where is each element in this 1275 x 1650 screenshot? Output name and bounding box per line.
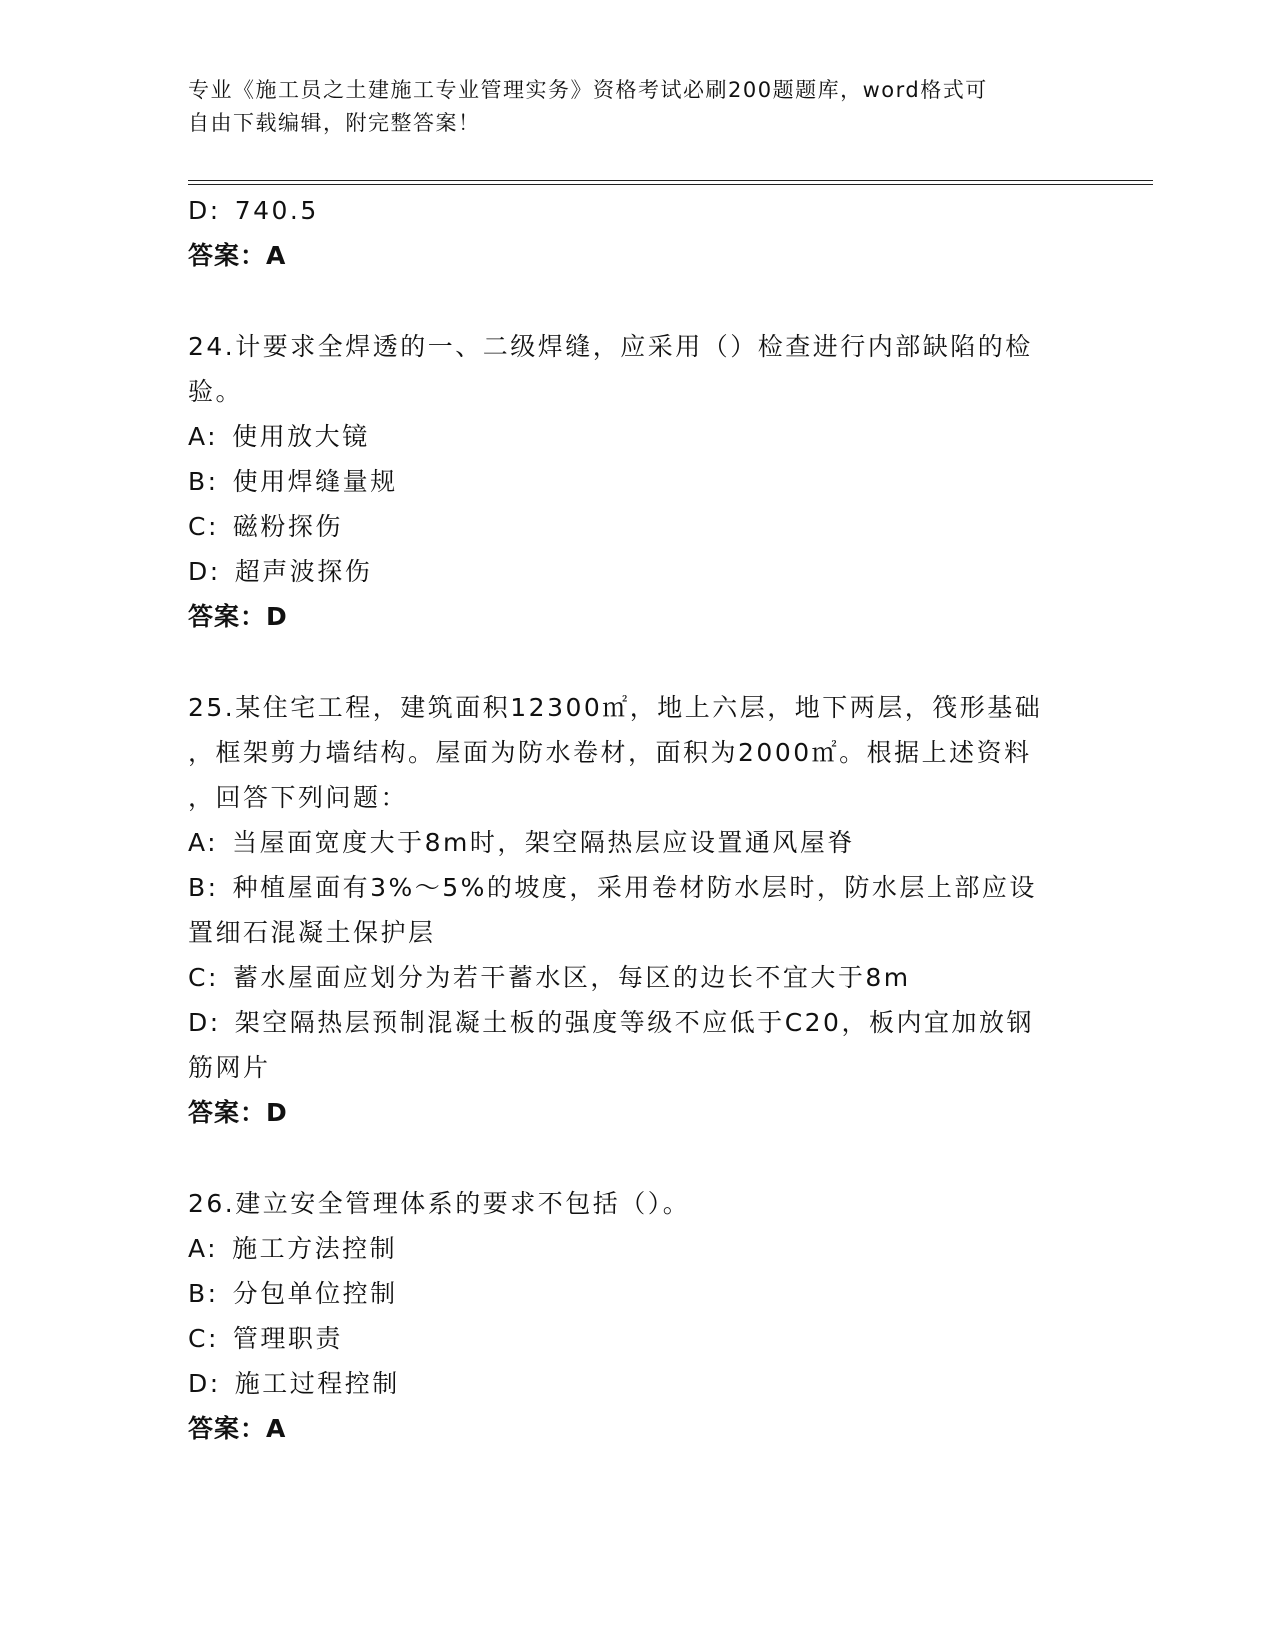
- option-label: C:: [188, 512, 219, 541]
- option-a: [188, 1226, 1088, 1271]
- question-stem-line: ，回答下列问题：: [188, 783, 409, 812]
- document-content: [188, 188, 1088, 1451]
- option-text: 使用放大镜: [232, 422, 370, 451]
- question-24: [188, 324, 1088, 639]
- option-d: [188, 549, 1088, 594]
- option-text: 施工方法控制: [232, 1234, 398, 1263]
- option-label: B:: [188, 873, 219, 902]
- option-text: 当屋面宽度大于8m时，架空隔热层应设置通风屋脊: [232, 828, 855, 857]
- option-d-continued: 筋网片: [188, 1053, 271, 1082]
- option-label: D:: [188, 1008, 221, 1037]
- option-a: [188, 414, 1088, 459]
- option-d: [188, 1000, 1088, 1045]
- option-label: D:: [188, 1369, 221, 1398]
- question-stem-line: 验。: [188, 377, 244, 406]
- header-rule-top: [188, 180, 1153, 181]
- option-text: 740.5: [234, 196, 319, 225]
- option-b: [188, 459, 1088, 504]
- question-26: [188, 1181, 1088, 1451]
- answer-line: 答案：D: [188, 1098, 288, 1127]
- option-label: C:: [188, 963, 219, 992]
- header-line-1: 专业《施工员之土建施工专业管理实务》资格考试必刷200题题库，word格式可: [188, 78, 988, 102]
- answer-line: 答案：A: [188, 241, 287, 270]
- option-b: [188, 1271, 1088, 1316]
- option-label: D:: [188, 557, 221, 586]
- option-d: [188, 188, 1088, 233]
- option-c: [188, 1316, 1088, 1361]
- header-line-2: 自由下载编辑，附完整答案！: [188, 111, 481, 135]
- option-text: 超声波探伤: [234, 557, 373, 586]
- option-label: B:: [188, 1279, 219, 1308]
- option-label: A:: [188, 422, 219, 451]
- answer-line: 答案：D: [188, 602, 288, 631]
- answer-line: 答案：A: [188, 1414, 287, 1443]
- option-c: [188, 504, 1088, 549]
- option-text: 蓄水屋面应划分为若干蓄水区，每区的边长不宜大于8m: [232, 963, 911, 992]
- option-text: 管理职责: [232, 1324, 343, 1353]
- option-a: [188, 820, 1088, 865]
- option-text: 种植屋面有3%～5%的坡度，采用卷材防水层时，防水层上部应设: [232, 873, 1037, 902]
- option-label: C:: [188, 1324, 219, 1353]
- option-label: D:: [188, 196, 221, 225]
- option-c: [188, 955, 1088, 1000]
- option-text: 使用焊缝量规: [232, 467, 398, 496]
- question-stem-line: 26.建立安全管理体系的要求不包括（）。: [188, 1189, 691, 1218]
- question-stem-line: 24.计要求全焊透的一、二级焊缝，应采用（）检查进行内部缺陷的检: [188, 332, 1033, 361]
- option-b-continued: 置细石混凝土保护层: [188, 918, 436, 947]
- page-header: [188, 74, 1068, 140]
- question-stem-line: 25.某住宅工程，建筑面积12300㎡，地上六层，地下两层，筏形基础: [188, 693, 1043, 722]
- option-b: [188, 865, 1088, 910]
- option-text: 磁粉探伤: [232, 512, 343, 541]
- option-text: 施工过程控制: [234, 1369, 400, 1398]
- option-text: 分包单位控制: [232, 1279, 398, 1308]
- option-label: A:: [188, 828, 219, 857]
- question-stem-line: ，框架剪力墙结构。屋面为防水卷材，面积为2000㎡。根据上述资料: [188, 738, 1032, 767]
- option-label: A:: [188, 1234, 219, 1263]
- header-rule-bottom: [188, 184, 1153, 185]
- option-d: [188, 1361, 1088, 1406]
- question-25: [188, 685, 1088, 1135]
- option-text: 架空隔热层预制混凝土板的强度等级不应低于C20，板内宜加放钢: [234, 1008, 1034, 1037]
- option-label: B:: [188, 467, 219, 496]
- prev-question-tail: [188, 188, 1088, 278]
